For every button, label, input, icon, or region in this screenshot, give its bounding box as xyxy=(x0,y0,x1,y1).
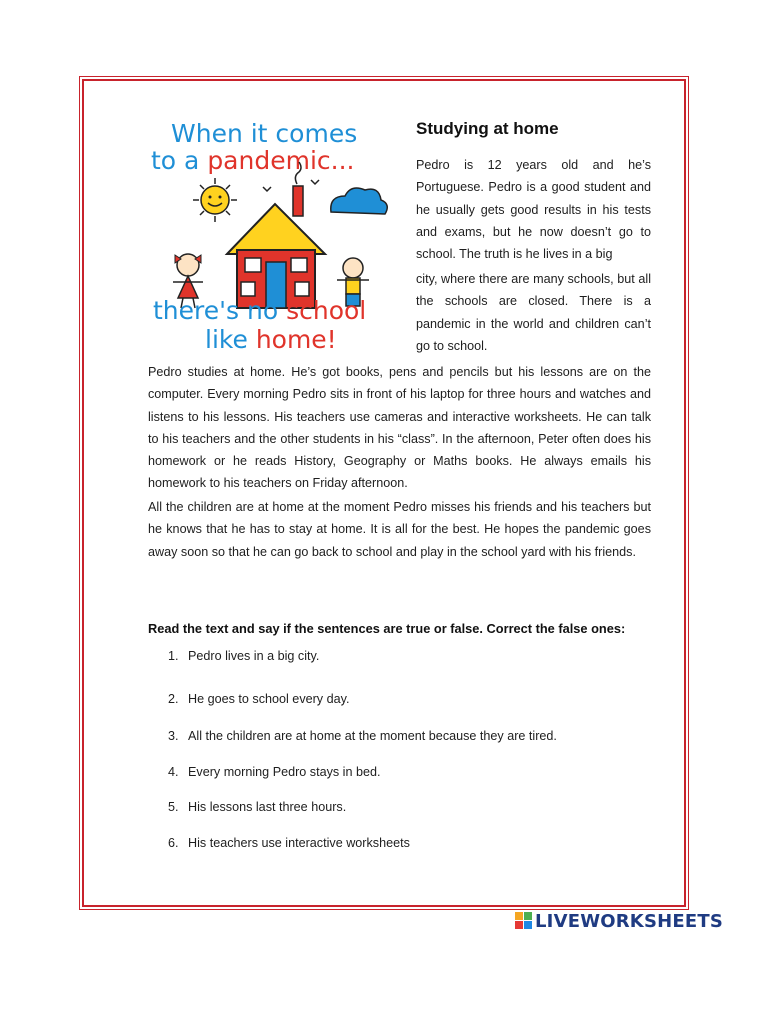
exercise-item xyxy=(168,765,381,779)
exercise-item xyxy=(168,649,319,663)
item-text: All the children are at home at the moment because they are tired. xyxy=(188,729,557,743)
exercise-item xyxy=(168,800,346,814)
cloud-icon xyxy=(331,188,387,214)
item-text: His teachers use interactive worksheets xyxy=(188,836,410,850)
pandemic-poster-image xyxy=(145,112,405,357)
liveworksheets-logo-icon xyxy=(515,912,533,930)
article-paragraph-3: Pedro studies at home. He’s got books, pens and pencils but his lessons are on the computer. Every morning Pedro sits in front of his laptop for three hours and watches and listens to his lessons. His teachers use cameras and interactive worksheets. He can talk to his teachers and the other students in his “class”. In the afternoon, Peter often does his homework or he reads History, Geography or Maths books. He always emails his homework to his teachers on Friday afternoon. xyxy=(148,365,651,491)
poster-line-3: there's no school xyxy=(153,296,367,325)
item-number: 5. xyxy=(168,800,179,814)
article-title: Studying at home xyxy=(416,119,559,138)
item-text: Every morning Pedro stays in bed. xyxy=(188,765,381,779)
item-number: 2. xyxy=(168,692,179,706)
item-text: He goes to school every day. xyxy=(188,692,350,706)
item-number: 1. xyxy=(168,649,179,663)
item-number: 4. xyxy=(168,765,179,779)
item-number: 6. xyxy=(168,836,179,850)
item-number: 3. xyxy=(168,729,179,743)
liveworksheets-logo xyxy=(515,909,723,933)
sun-icon xyxy=(193,178,237,222)
house-icon xyxy=(227,162,325,308)
item-text: Pedro lives in a big city. xyxy=(188,649,320,663)
article-paragraph-1: Pedro is 12 years old and he’s Portuguese. Pedro is a good student and he usually gets good results in his tests and exams, but he now doesn’t go to school. The truth is he lives in a big xyxy=(416,158,651,262)
brand-name: LIVEWORKSHEETS xyxy=(535,910,724,932)
article-paragraph-2: city, where there are many schools, but all the schools are closed. There is a pandemic in the world and children can’t go to school. xyxy=(416,272,651,353)
article-paragraph-4: All the children are at home at the moment Pedro misses his friends and his teachers but he knows that he has to stay at home. It is all for the best. He hopes the pandemic goes away soon so that he can go back to school and play in the school yard with his friends. xyxy=(148,500,651,559)
poster-line-2: to a pandemic... xyxy=(151,146,355,175)
item-text: His lessons last three hours. xyxy=(188,800,347,814)
exercise-item xyxy=(168,729,557,743)
exercise-item xyxy=(168,692,349,706)
exercise-instruction: Read the text and say if the sentences are true or false. Correct the false ones: xyxy=(148,621,626,636)
poster-line-4: like home! xyxy=(205,325,337,354)
exercise-item xyxy=(168,836,410,850)
poster-line-1: When it comes xyxy=(171,119,358,148)
